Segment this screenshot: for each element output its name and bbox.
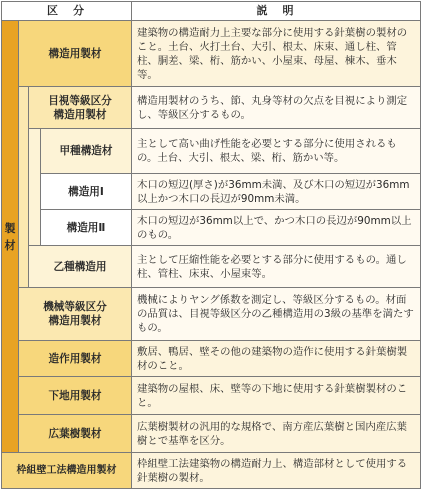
row-label-shitaji: 下地用製材: [19, 377, 132, 415]
row-label-kikai-line2: 構造用製材: [48, 315, 102, 327]
side-label-char-2: 材: [4, 238, 16, 252]
indent-spacer-2: [29, 129, 41, 246]
row-desc-koushu: 主として高い曲げ性能を必要とする部分に使用されるもの。土台、大引、根太、梁、桁、筋かい等。: [132, 129, 421, 174]
row-label-mokushi-line1: 目視等級区分: [48, 94, 112, 107]
row-label-mokushi-line2: 構造用製材: [53, 108, 107, 121]
row-desc-wakugumi: 枠組壁工法建築物の構造耐力上、構造部材として使用する針葉樹の製材。: [132, 453, 421, 489]
row-desc-kikai: 機械によりヤング係数を測定し、等級区分するもの。材面の品質は、目視等級区分の乙種構造用の3級の基準を満たすもの。: [132, 288, 421, 341]
row-label-kikai: [19, 288, 132, 341]
row-desc-mokushi: 構造用製材のうち、節、丸身等材の欠点を目視により測定し、等級区分するもの。: [132, 87, 421, 129]
classification-table: [1, 1, 421, 489]
row-desc-shitaji: 建築物の屋根、床、壁等の下地に使用する針葉樹製材のこと。: [132, 377, 421, 415]
row-label-kouzou-2: 構造用Ⅱ: [41, 210, 132, 246]
header-description: 説 明: [132, 2, 421, 21]
row-label-koushu: 甲種構造材: [41, 129, 132, 174]
row-label-kouzouyou: 構造用製材: [19, 21, 132, 87]
row-desc-otsushu: 主として圧縮性能を必要とする部分に使用するもの。通し柱、管柱、床束、小屋束等。: [132, 246, 421, 288]
row-label-zousaku: 造作用製材: [19, 341, 132, 377]
side-label-seizai: [2, 21, 19, 453]
row-label-wakugumi: 枠組壁工法構造用製材: [2, 453, 132, 489]
row-desc-kouyouju: 広葉樹製材の汎用的な規格で、南方産広葉樹と国内産広葉樹とで基準を区分。: [132, 415, 421, 453]
row-label-kouyouju: 広葉樹製材: [19, 415, 132, 453]
row-desc-kouzou-2: 木口の短辺が36mm以上で、かつ木口の長辺が90mm以上のもの。: [132, 210, 421, 246]
row-desc-kouzouyou: 建築物の構造耐力上主要な部分に使用する針葉樹の製材のこと。土台、火打土台、大引、根太、床束、通し柱、管柱、胴差、梁、桁、筋かい、小屋束、母屋、棟木、垂木等。: [132, 21, 421, 87]
side-label-char-1: 製: [4, 221, 16, 235]
header-category: 区 分: [2, 2, 132, 21]
row-desc-kouzou-1: 木口の短辺(厚さ)が36mm未満、及び木口の短辺が36mm以上かつ木口の長辺が90mm未満。: [132, 174, 421, 210]
row-label-otsushu: 乙種構造用: [29, 246, 132, 288]
row-label-mokushi: [29, 87, 132, 129]
row-label-kouzou-1: 構造用Ⅰ: [41, 174, 132, 210]
row-label-kikai-line1: 機械等級区分: [43, 301, 107, 313]
row-desc-zousaku: 敷居、鴨居、壁その他の建築物の造作に使用する針葉樹製材のこと。: [132, 341, 421, 377]
indent-spacer-1: [19, 87, 29, 288]
